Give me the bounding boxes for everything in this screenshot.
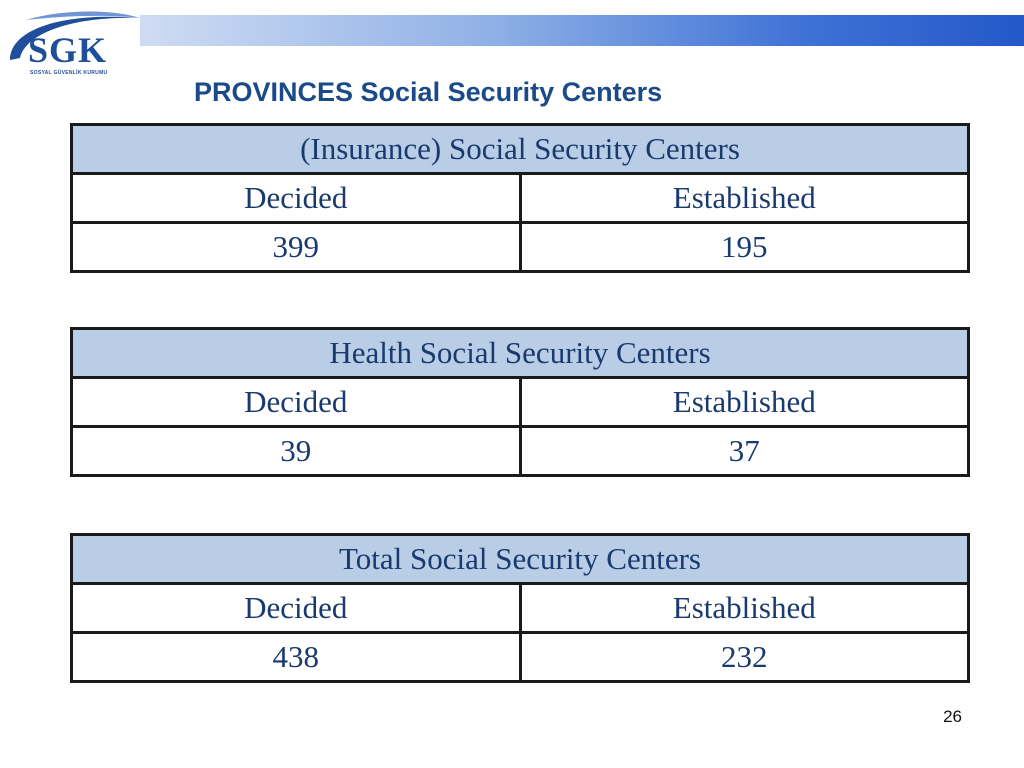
value-decided: 438 <box>72 633 521 682</box>
page-title: PROVINCES Social Security Centers <box>194 77 663 107</box>
column-label-established: Established <box>520 584 969 633</box>
header-band <box>140 15 1024 46</box>
page-number: 26 <box>943 707 962 726</box>
value-established: 195 <box>520 223 969 272</box>
table-header: Total Social Security Centers <box>72 535 969 584</box>
column-label-established: Established <box>520 174 969 223</box>
insurance-centers-table <box>70 123 970 273</box>
value-decided: 39 <box>72 427 521 476</box>
column-label-decided: Decided <box>72 378 521 427</box>
table-header: Health Social Security Centers <box>72 329 969 378</box>
sgk-logo <box>6 8 146 78</box>
value-established: 232 <box>520 633 969 682</box>
table-header: (Insurance) Social Security Centers <box>72 125 969 174</box>
health-centers-table <box>70 327 970 477</box>
value-established: 37 <box>520 427 969 476</box>
logo-subtitle: SOSYAL GÜVENLİK KURUMU <box>30 70 108 76</box>
column-label-established: Established <box>520 378 969 427</box>
logo-abbreviation: SGK <box>28 30 108 70</box>
column-label-decided: Decided <box>72 174 521 223</box>
value-decided: 399 <box>72 223 521 272</box>
column-label-decided: Decided <box>72 584 521 633</box>
total-centers-table <box>70 533 970 683</box>
